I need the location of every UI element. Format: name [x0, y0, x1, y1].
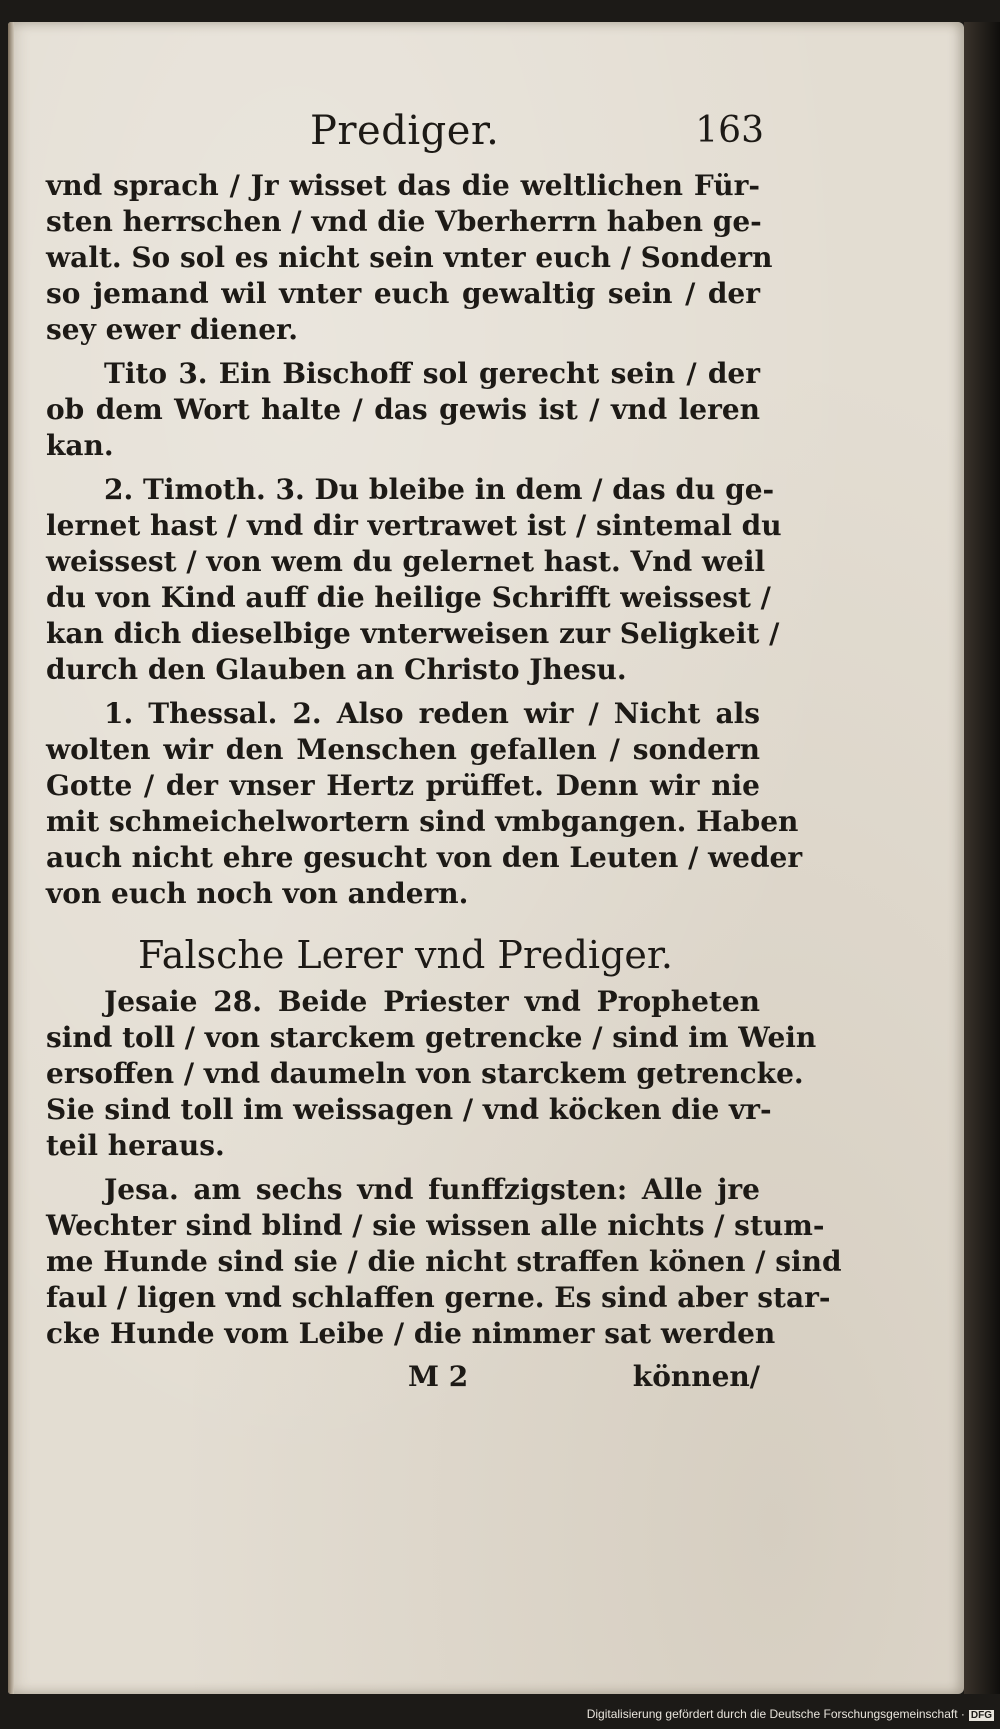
text-line: wolten wir den Menschen gefallen / sondern — [46, 733, 760, 766]
text-line: sey ewer diener. — [46, 313, 298, 346]
page-number: 163 — [695, 110, 764, 151]
book-page — [8, 22, 964, 1694]
text-line: Tito 3. Ein Bischoff sol gerecht sein / der — [104, 357, 760, 390]
paragraph — [46, 1172, 842, 1352]
paragraph — [46, 984, 817, 1164]
text-line: kan. — [46, 429, 114, 462]
text-line: sten herrschen / vnd die Vberherrn haben ge- — [46, 205, 762, 238]
paragraph — [46, 696, 803, 912]
page-header — [46, 108, 764, 168]
text-line: von euch noch von andern. — [46, 877, 469, 910]
text-line: faul / ligen vnd schlaffen gerne. Es sind aber star- — [46, 1281, 831, 1314]
text-line: auch nicht ehre gesucht von den Leuten / weder — [46, 841, 803, 874]
text-line: me Hunde sind sie / die nicht straffen könen / sind — [46, 1245, 842, 1278]
credit-text: Digitalisierung gefördert durch die Deutsche Forschungsgemeinschaft · — [586, 1707, 965, 1721]
page-gutter-edge — [8, 22, 14, 1694]
text-line: lernet hast / vnd dir vertrawet ist / sintemal du — [46, 509, 782, 542]
paragraph — [46, 356, 760, 464]
text-line: cke Hunde vom Leibe / die nimmer sat werden — [46, 1317, 776, 1350]
text-line: Jesaie 28. Beide Priester vnd Propheten — [104, 985, 760, 1018]
text-line: ersoffen / vnd daumeln von starckem getrencke. — [46, 1057, 804, 1090]
text-line: walt. So sol es nicht sein vnter euch / Sondern — [46, 241, 773, 274]
text-line: mit schmeichelwortern sind vmbgangen. Haben — [46, 805, 799, 838]
text-line: ob dem Wort halte / das gewis ist / vnd leren — [46, 393, 760, 426]
section-heading: Falsche Lerer vnd Prediger. — [138, 933, 673, 977]
text-line: so jemand wil vnter euch gewaltig sein / der — [46, 277, 760, 310]
page-footer — [46, 1360, 760, 1400]
paragraph — [46, 168, 773, 348]
text-line: vnd sprach / Jr wisset das die weltlichen Für- — [46, 169, 760, 202]
running-title: Prediger. — [310, 108, 500, 154]
catchword: können/ — [632, 1360, 760, 1393]
text-line: kan dich dieselbige vnterweisen zur Seligkeit / — [46, 617, 780, 650]
text-line: Wechter sind blind / sie wissen alle nichts / stum- — [46, 1209, 825, 1242]
binding-shadow — [964, 22, 1000, 1694]
digitization-credit — [587, 1707, 994, 1721]
dfg-logo: DFG — [970, 1710, 992, 1721]
paragraph — [46, 472, 782, 688]
text-line: 2. Timoth. 3. Du bleibe in dem / das du ge- — [104, 473, 775, 506]
text-line: du von Kind auff die heilige Schrifft weissest / — [46, 581, 771, 614]
text-line: sind toll / von starckem getrencke / sind im Wein — [46, 1021, 817, 1054]
text-block — [46, 108, 842, 1400]
text-line: teil heraus. — [46, 1129, 225, 1162]
text-line: Gotte / der vnser Hertz prüffet. Denn wir nie — [46, 769, 760, 802]
text-line: durch den Glauben an Christo Jhesu. — [46, 653, 627, 686]
text-line: 1. Thessal. 2. Also reden wir / Nicht als — [104, 697, 760, 730]
text-line: weissest / von wem du gelernet hast. Vnd weil — [46, 545, 766, 578]
text-line: Jesa. am sechs vnd funffzigsten: Alle jre — [104, 1173, 760, 1206]
text-line: Sie sind toll im weissagen / vnd köcken die vr- — [46, 1093, 772, 1126]
signature-mark: M 2 — [408, 1360, 469, 1393]
